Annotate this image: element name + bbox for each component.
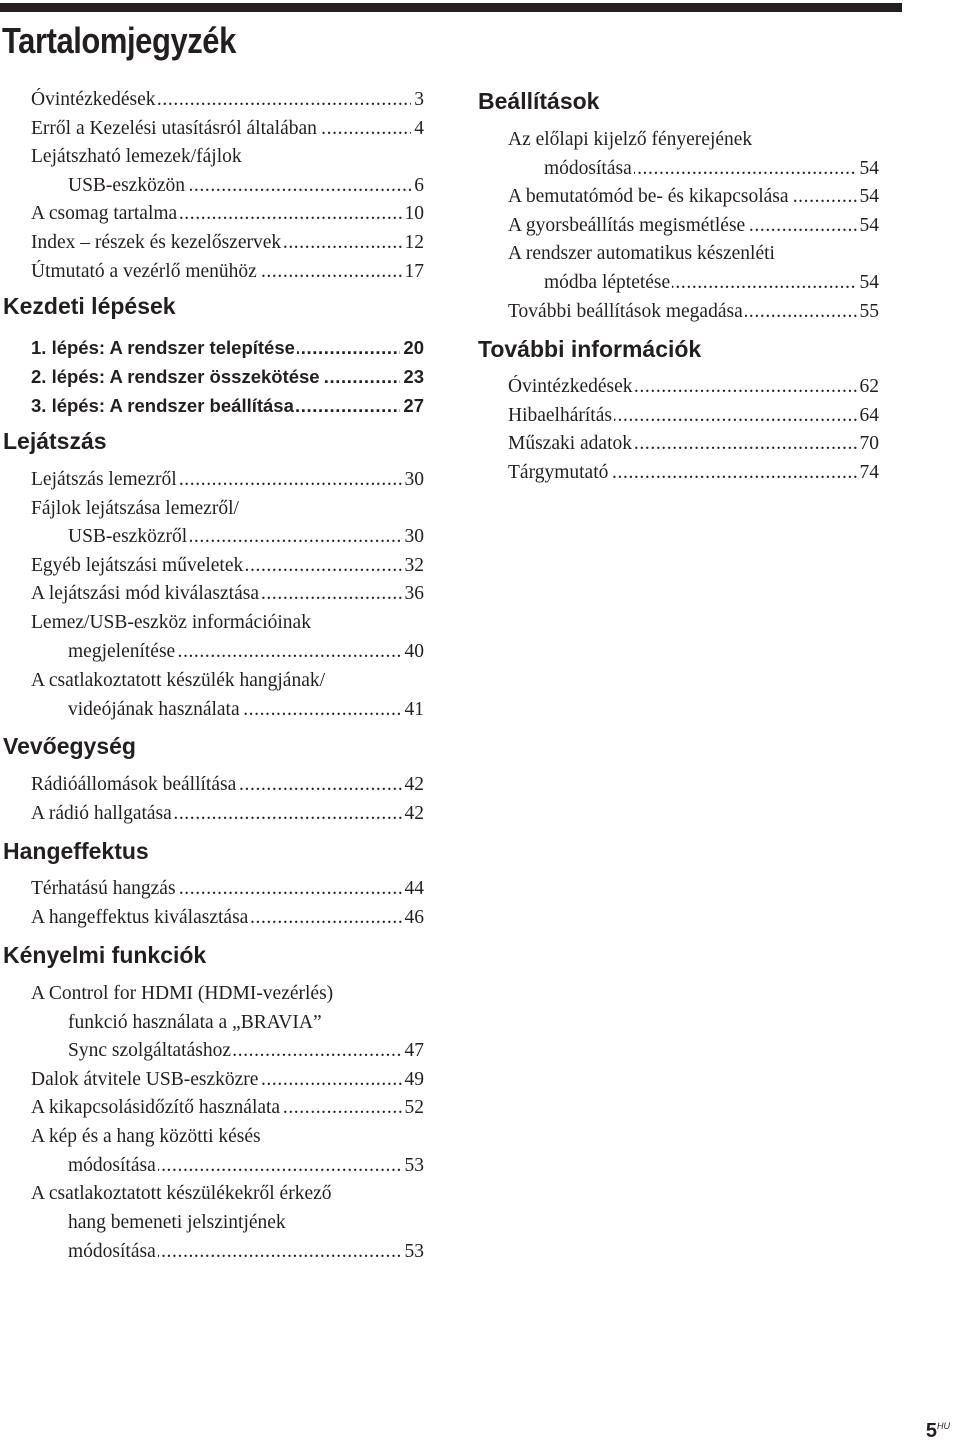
page-number: 54 [857,157,880,181]
toc-entry[interactable]: Lemez/USB-eszköz információinak [31,612,311,633]
toc-entry[interactable]: ..... Hibaelhárítás 64 [508,404,879,428]
page-number: 49 [402,1068,425,1092]
page-number: 6 [411,174,424,198]
section-heading-vevoegyseg: Vevőegység [3,733,136,759]
page-title: Tartalomjegyzék [2,20,236,61]
page-number: 64 [857,404,880,428]
page-number: 42 [402,802,425,826]
page-number: 62 [857,375,880,399]
toc-entry[interactable]: ..... 3. lépés: A rendszer beállítása 27 [31,394,424,418]
toc-entry-continuation[interactable]: ..... USB-eszközről 30 [68,525,424,549]
section-heading-lejatszas: Lejátszás [3,428,107,454]
toc-entry-continuation[interactable]: ..... módba léptetése 54 [544,271,879,295]
toc-entry[interactable]: ..... További beállítások megadása 55 [508,300,879,324]
toc-entry-continuation[interactable]: ..... megjelenítése 40 [68,640,424,664]
toc-entry[interactable]: ..... 1. lépés: A rendszer telepítése 20 [31,336,424,360]
toc-entry-continuation[interactable]: hang bemeneti jelszintjének [68,1212,286,1233]
toc-entry[interactable]: ..... Térhatású hangzás 44 [31,877,424,901]
toc-entry[interactable]: A csatlakoztatott készülék hangjának/ [31,670,326,691]
page-number: 42 [402,773,425,797]
page-number: 3 [411,88,424,112]
page-number: 36 [402,582,425,606]
page-number: 46 [402,906,425,930]
folio-number: 5 [925,1420,937,1442]
toc-entry-continuation[interactable]: funkció használata a „BRAVIA” [68,1012,322,1033]
toc-entry[interactable]: ..... Index – részek és kezelőszervek 12 [31,231,424,255]
toc-entry[interactable]: ..... Erről a Kezelési utasításról általában 4 [31,117,424,141]
toc-entry[interactable]: ..... Lejátszás lemezről 30 [31,468,424,492]
page-number: 54 [857,185,880,209]
toc-entry[interactable]: ..... 2. lépés: A rendszer összekötése 23 [31,365,424,389]
page-number: 54 [857,271,880,295]
page-number: 30 [402,525,425,549]
page-number: 55 [857,300,880,324]
toc-entry[interactable]: A rendszer automatikus készenléti [508,243,775,264]
page-number: 41 [402,698,425,722]
toc-entry[interactable]: ..... Útmutató a vezérlő menühöz 17 [31,260,424,284]
page-number: 70 [857,432,880,456]
toc-entry[interactable]: A kép és a hang közötti késés [31,1126,261,1147]
toc-entry[interactable]: ..... A csomag tartalma 10 [31,202,424,226]
page-number: 27 [400,394,424,418]
folio-language-code: HU [937,1421,950,1431]
page-number: 74 [857,461,880,485]
toc-entry[interactable]: ..... Óvintézkedések 3 [31,88,424,112]
page-number: 17 [402,260,425,284]
page-number: 23 [400,365,424,389]
toc-entry[interactable]: ..... Műszaki adatok 70 [508,432,879,456]
top-rule [0,3,902,12]
page-number: 32 [402,554,425,578]
toc-entry[interactable]: ..... A bemutatómód be- és kikapcsolása 54 [508,185,879,209]
toc-entry[interactable]: A Control for HDMI (HDMI-vezérlés) [31,983,334,1004]
page-number: 30 [402,468,425,492]
page-number: 10 [402,202,425,226]
toc-entry[interactable]: ..... Tárgymutató 74 [508,461,879,485]
page-number: 20 [400,336,424,360]
toc-entry[interactable]: ..... A gyorsbeállítás megismétlése 54 [508,214,879,238]
section-heading-hangeffektus: Hangeffektus [3,838,149,864]
page-number: 53 [402,1240,425,1264]
toc-entry[interactable]: ..... Óvintézkedések 62 [508,375,879,399]
toc-entry[interactable]: ..... Rádióállomások beállítása 42 [31,773,424,797]
toc-entry-continuation[interactable]: ..... videójának használata 41 [68,698,424,722]
toc-entry[interactable]: ..... A rádió hallgatása 42 [31,802,424,826]
toc-entry-continuation[interactable]: ..... módosítása 53 [68,1240,424,1264]
toc-entry[interactable]: ..... Egyéb lejátszási műveletek 32 [31,554,424,578]
toc-entry[interactable]: ..... A kikapcsolásidőzítő használata 52 [31,1096,424,1120]
page-number: 52 [402,1096,425,1120]
toc-entry[interactable]: ..... Dalok átvitele USB-eszközre 49 [31,1068,424,1092]
page-number: 4 [411,117,424,141]
toc-entry[interactable]: ..... A hangeffektus kiválasztása 46 [31,906,424,930]
toc-entry[interactable]: A csatlakoztatott készülékekről érkező [31,1183,332,1204]
section-heading-kezdeti: Kezdeti lépések [3,293,176,319]
toc-entry[interactable]: Fájlok lejátszása lemezről/ [31,498,239,519]
toc-entry[interactable]: Lejátszható lemezek/fájlok [31,146,242,167]
page-folio [926,1420,950,1443]
page-number: 53 [402,1154,425,1178]
page-number: 44 [402,877,425,901]
toc-entry-continuation[interactable]: ..... Sync szolgáltatáshoz 47 [68,1039,424,1063]
toc-entry-continuation[interactable]: ..... módosítása 54 [544,157,879,181]
page-number: 12 [402,231,425,255]
section-heading-kenyelmi: Kényelmi funkciók [3,942,207,968]
toc-entry[interactable]: ..... A lejátszási mód kiválasztása 36 [31,582,424,606]
toc-entry-continuation[interactable]: ..... USB-eszközön 6 [68,174,424,198]
page-number: 54 [857,214,880,238]
toc-entry[interactable]: Az előlapi kijelző fényerejének [508,129,753,150]
page-number: 47 [402,1039,425,1063]
page-number: 40 [402,640,425,664]
section-heading-tovabbi: További információk [478,336,702,362]
section-heading-beallitasok: Beállítások [478,88,600,114]
toc-entry-continuation[interactable]: ..... módosítása 53 [68,1154,424,1178]
